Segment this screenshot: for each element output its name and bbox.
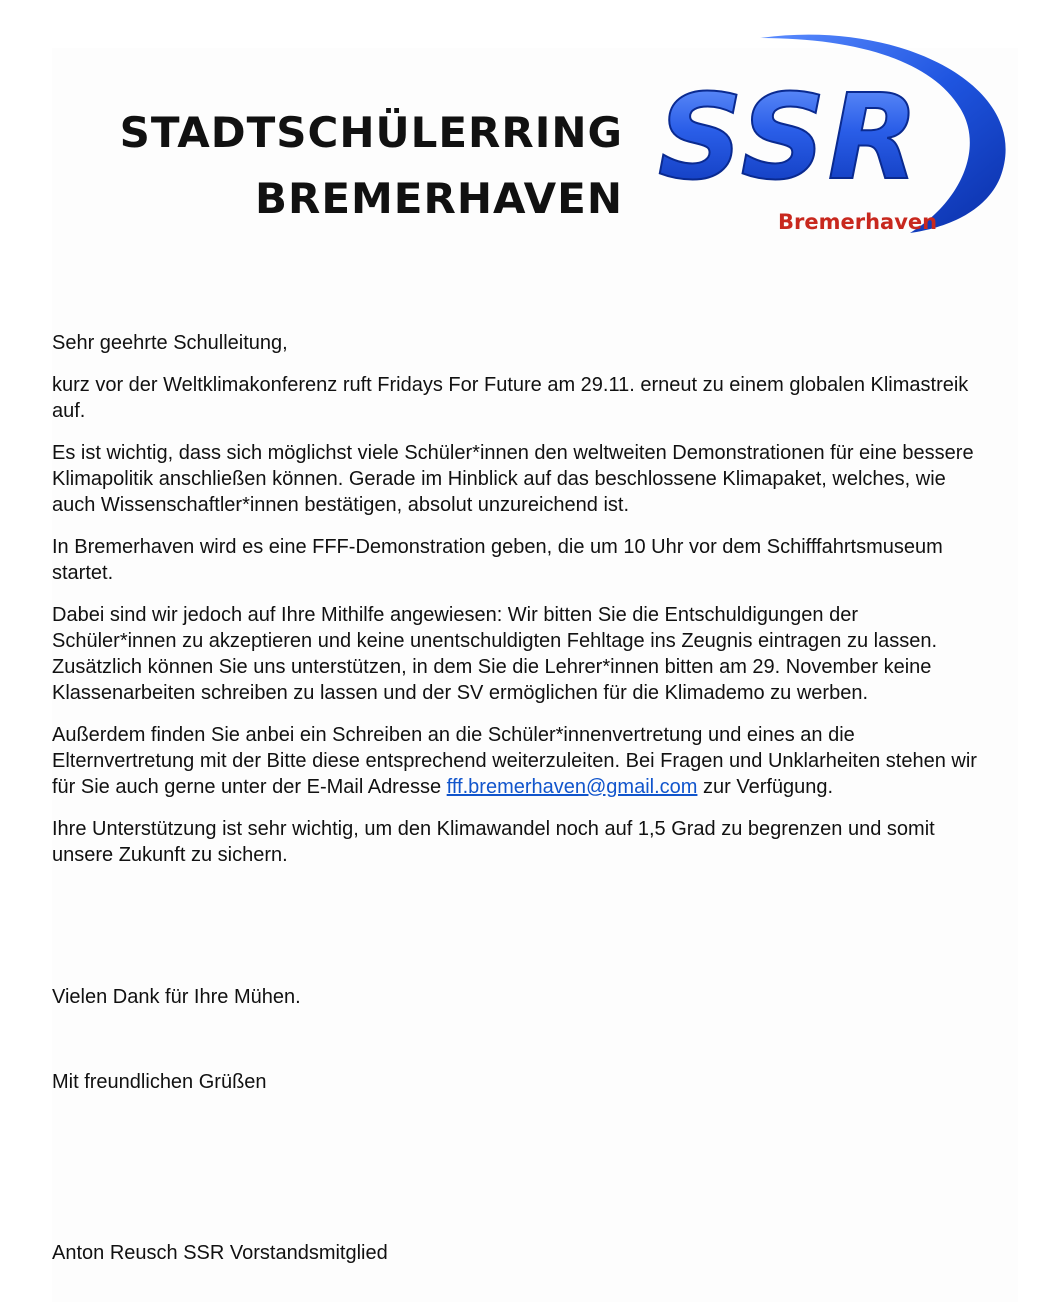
paragraph-6: Ihre Unterstützung ist sehr wichtig, um den Klimawandel noch auf 1,5 Grad zu begrenzen und somit unsere Zukunft zu sichern.	[52, 818, 935, 866]
paragraph-4: Dabei sind wir jedoch auf Ihre Mithilfe angewiesen: Wir bitten Sie die Entschuldigungen der Schüler*innen zu akzeptieren und keine unentschuldigten Fehltage ins Zeugnis eintragen zu lassen. Zusätzlich können Sie uns unterstützen, in dem Sie die Lehrer*innen bitten am 29. November keine Klassenarbeiten schreiben zu lassen und der SV ermöglichen für die Klimademo zu werben.	[52, 604, 938, 704]
logo-text: SSR	[658, 68, 921, 206]
paragraph-2: Es ist wichtig, dass sich möglichst viele Schüler*innen den weltweiten Demonstrationen für eine bessere Klimapolitik anschließen können. Gerade im Hinblick auf das beschlossene Klimapaket, welches, wie auch Wissenschaftler*innen bestätigen, absolut unzureichend ist.	[52, 442, 974, 516]
closing-thanks: Vielen Dank für Ihre Mühen.	[52, 986, 301, 1008]
ssr-logo	[640, 28, 1020, 238]
logo-subtitle: Bremerhaven	[778, 210, 938, 234]
paragraph-5-text-after: zur Verfügung.	[697, 776, 834, 798]
organization-name	[78, 100, 623, 232]
paragraph-1: kurz vor der Weltklimakonferenz ruft Fridays For Future am 29.11. erneut zu einem globalen Klimastreik auf.	[52, 374, 969, 422]
salutation: Sehr geehrte Schulleitung,	[52, 332, 288, 354]
organization-name-line-2: BREMERHAVEN	[254, 174, 623, 223]
letter-body	[52, 330, 982, 884]
paragraph-5	[52, 722, 982, 800]
paragraph-5-text-before: Außerdem finden Sie anbei ein Schreiben an die Schüler*innenvertretung und eines an die Elternvertretung mit der Bitte diese entsprechend weiterzuleiten. Bei Fragen und Unklarheiten stehen wir für Sie auch gerne unter der E-Mail Adresse	[52, 724, 977, 798]
email-link[interactable]: fff.bremerhaven@gmail.com	[446, 776, 698, 798]
letterhead	[0, 0, 1040, 250]
paragraph-3: In Bremerhaven wird es eine FFF-Demonstration geben, die um 10 Uhr vor dem Schifffahrtsmuseum startet.	[52, 536, 943, 584]
closing-greeting: Mit freundlichen Grüßen	[52, 1071, 267, 1093]
organization-name-line-1: STADTSCHÜLERRING	[119, 108, 623, 157]
signature: Anton Reusch SSR Vorstandsmitglied	[52, 1242, 388, 1264]
